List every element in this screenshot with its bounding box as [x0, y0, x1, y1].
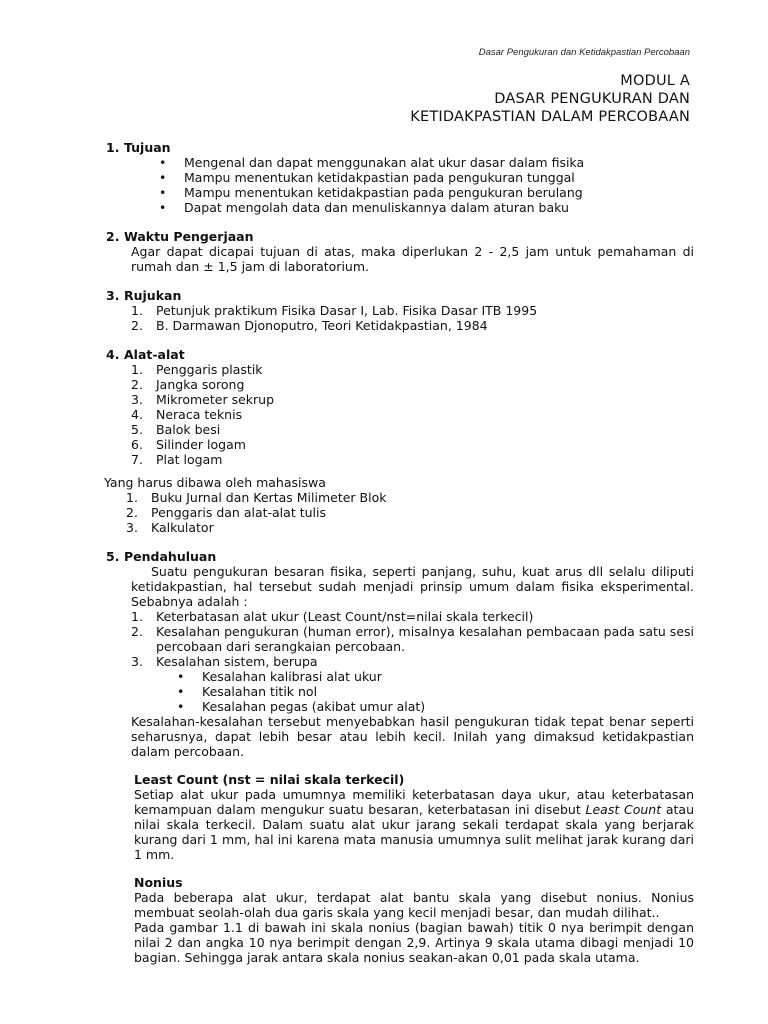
rujukan-list — [131, 303, 694, 333]
title-line-2: DASAR PENGUKURAN DAN — [494, 91, 690, 107]
item-text: Petunjuk praktikum Fisika Dasar I, Lab. Fisika Dasar ITB 1995 — [156, 303, 538, 318]
section-title: Tujuan — [124, 140, 171, 155]
list-item: • Kesalahan pegas (akibat umur alat) — [202, 699, 694, 714]
list-item — [131, 654, 694, 669]
section-number: 1. — [106, 140, 120, 155]
section-number: 5. — [106, 549, 120, 564]
item-number: 1. — [131, 609, 143, 624]
least-count-text-after: atau nilai skala terkecil. Dalam suatu alat ukur jarang sekali terdapat skala yang berjarak kurang dari 1 mm, hal ini karena mata manusia umumnya sulit melihat jarak kurang dari 1 mm. — [134, 802, 694, 862]
bawa-intro: Yang harus dibawa oleh mahasiswa — [104, 475, 326, 490]
list-item — [131, 377, 694, 392]
section-waktu — [104, 229, 694, 274]
running-header: Dasar Pengukuran dan Ketidakpastian Percobaan — [478, 47, 690, 58]
item-number: 2. — [131, 318, 143, 333]
item-text: Balok besi — [156, 422, 221, 437]
section-pendahuluan — [104, 549, 694, 965]
list-item — [131, 407, 694, 422]
list-item — [126, 490, 694, 505]
list-item: • Kesalahan kalibrasi alat ukur — [202, 669, 694, 684]
tujuan-list — [184, 155, 694, 215]
item-text: Kalkulator — [151, 520, 214, 535]
causes-list — [131, 609, 694, 669]
list-item: • Mampu menentukan ketidakpastian pada pengukuran tunggal — [184, 170, 694, 185]
list-item — [131, 303, 694, 318]
document-body — [104, 140, 694, 979]
item-text: Jangka sorong — [156, 377, 245, 392]
alat-list — [131, 362, 694, 467]
list-item — [131, 624, 694, 654]
section-number: 2. — [106, 229, 120, 244]
section-number: 3. — [106, 288, 120, 303]
bawa-list — [126, 490, 694, 535]
item-text: B. Darmawan Djonoputro, Teori Ketidakpastian, 1984 — [156, 318, 488, 333]
item-text: Penggaris dan alat-alat tulis — [151, 505, 326, 520]
item-text: Keterbatasan alat ukur (Least Count/nst=nilai skala terkecil) — [156, 609, 534, 624]
module-title — [410, 72, 690, 126]
section-title: Alat-alat — [124, 347, 185, 362]
least-count-text-before: Setiap alat ukur pada umumnya memiliki keterbatasan daya ukur, atau keterbatasan kemampuan dalam mengukur suatu besaran, keterbatasan ini disebut — [134, 787, 694, 817]
section-heading — [106, 229, 694, 244]
least-count-heading: Least Count (nst = nilai skala terkecil) — [134, 772, 405, 787]
title-line-3: KETIDAKPASTIAN DALAM PERCOBAAN — [410, 109, 690, 125]
section-rujukan — [104, 288, 694, 333]
list-item: • Mengenal dan dapat menggunakan alat ukur dasar dalam fisika — [184, 155, 694, 170]
list-item — [131, 392, 694, 407]
item-text: Plat logam — [156, 452, 223, 467]
item-number: 4. — [131, 407, 143, 422]
section-heading — [106, 140, 694, 155]
section-title: Waktu Pengerjaan — [124, 229, 254, 244]
section-alat — [104, 347, 694, 535]
list-item — [126, 505, 694, 520]
list-item: • Kesalahan titik nol — [202, 684, 694, 699]
pendahuluan-conclusion: Kesalahan-kesalahan tersebut menyebabkan hasil pengukuran tidak tepat benar seperti seharusnya, dapat lebih besar atau lebih kecil. Inilah yang dimaksud ketidakpastian dalam percobaan. — [131, 714, 694, 759]
item-number: 2. — [126, 505, 138, 520]
section-heading — [106, 288, 694, 303]
item-number: 3. — [131, 654, 143, 669]
list-item — [131, 422, 694, 437]
list-item — [131, 318, 694, 333]
pendahuluan-intro: Suatu pengukuran besaran fisika, seperti panjang, suhu, kuat arus dll selalu diliputi ketidakpastian, hal tersebut sudah menjadi prinsip umum dalam fisika eksperimental. Sebabnya adalah : — [131, 564, 694, 609]
section-title: Pendahuluan — [124, 549, 217, 564]
item-number: 1. — [131, 362, 143, 377]
section-heading — [106, 347, 694, 362]
item-text: Mikrometer sekrup — [156, 392, 275, 407]
nonius-para-2: Pada gambar 1.1 di bawah ini skala nonius (bagian bawah) titik 0 nya berimpit dengan nilai 2 dan angka 10 nya berimpit dengan 2,9. Artinya 9 skala utama dibagi menjadi 10 bagian. Sehingga jarak antara skala nonius seakan-akan 0,01 pada skala utama. — [134, 920, 694, 965]
item-number: 1. — [126, 490, 138, 505]
list-item — [131, 437, 694, 452]
nonius-para-1: Pada beberapa alat ukur, terdapat alat bantu skala yang disebut nonius. Nonius membuat seolah-olah dua garis skala yang kecil menjadi besar, dan mudah dilihat.. — [134, 890, 694, 920]
list-item: • Dapat mengolah data dan menuliskannya dalam aturan baku — [184, 200, 694, 215]
list-item — [126, 520, 694, 535]
item-number: 3. — [131, 392, 143, 407]
system-errors-list — [202, 669, 694, 714]
section-heading — [106, 549, 694, 564]
item-text: Buku Jurnal dan Kertas Milimeter Blok — [151, 490, 387, 505]
item-number: 2. — [131, 377, 143, 392]
section-title: Rujukan — [124, 288, 182, 303]
section-tujuan — [104, 140, 694, 215]
nonius-heading: Nonius — [134, 875, 183, 890]
waktu-text: Agar dapat dicapai tujuan di atas, maka diperlukan 2 - 2,5 jam untuk pemahaman di rumah dan ± 1,5 jam di laboratorium. — [131, 244, 694, 274]
item-text: Silinder logam — [156, 437, 246, 452]
list-item — [131, 452, 694, 467]
section-number: 4. — [106, 347, 120, 362]
item-text: Neraca teknis — [156, 407, 243, 422]
item-text: Kesalahan sistem, berupa — [156, 654, 318, 669]
item-number: 7. — [131, 452, 143, 467]
item-number: 1. — [131, 303, 143, 318]
list-item — [131, 609, 694, 624]
least-count-term: Least Count — [585, 802, 662, 817]
item-text: Kesalahan pengukuran (human error), misalnya kesalahan pembacaan pada satu sesi percobaan dari serangkaian percobaan. — [156, 624, 694, 654]
list-item — [131, 362, 694, 377]
list-item: • Mampu menentukan ketidakpastian pada pengukuran berulang — [184, 185, 694, 200]
item-number: 2. — [131, 624, 143, 639]
item-text: Penggaris plastik — [156, 362, 263, 377]
item-number: 3. — [126, 520, 138, 535]
title-line-1: MODUL A — [620, 73, 690, 89]
item-number: 5. — [131, 422, 143, 437]
least-count-text — [134, 787, 694, 862]
item-number: 6. — [131, 437, 143, 452]
